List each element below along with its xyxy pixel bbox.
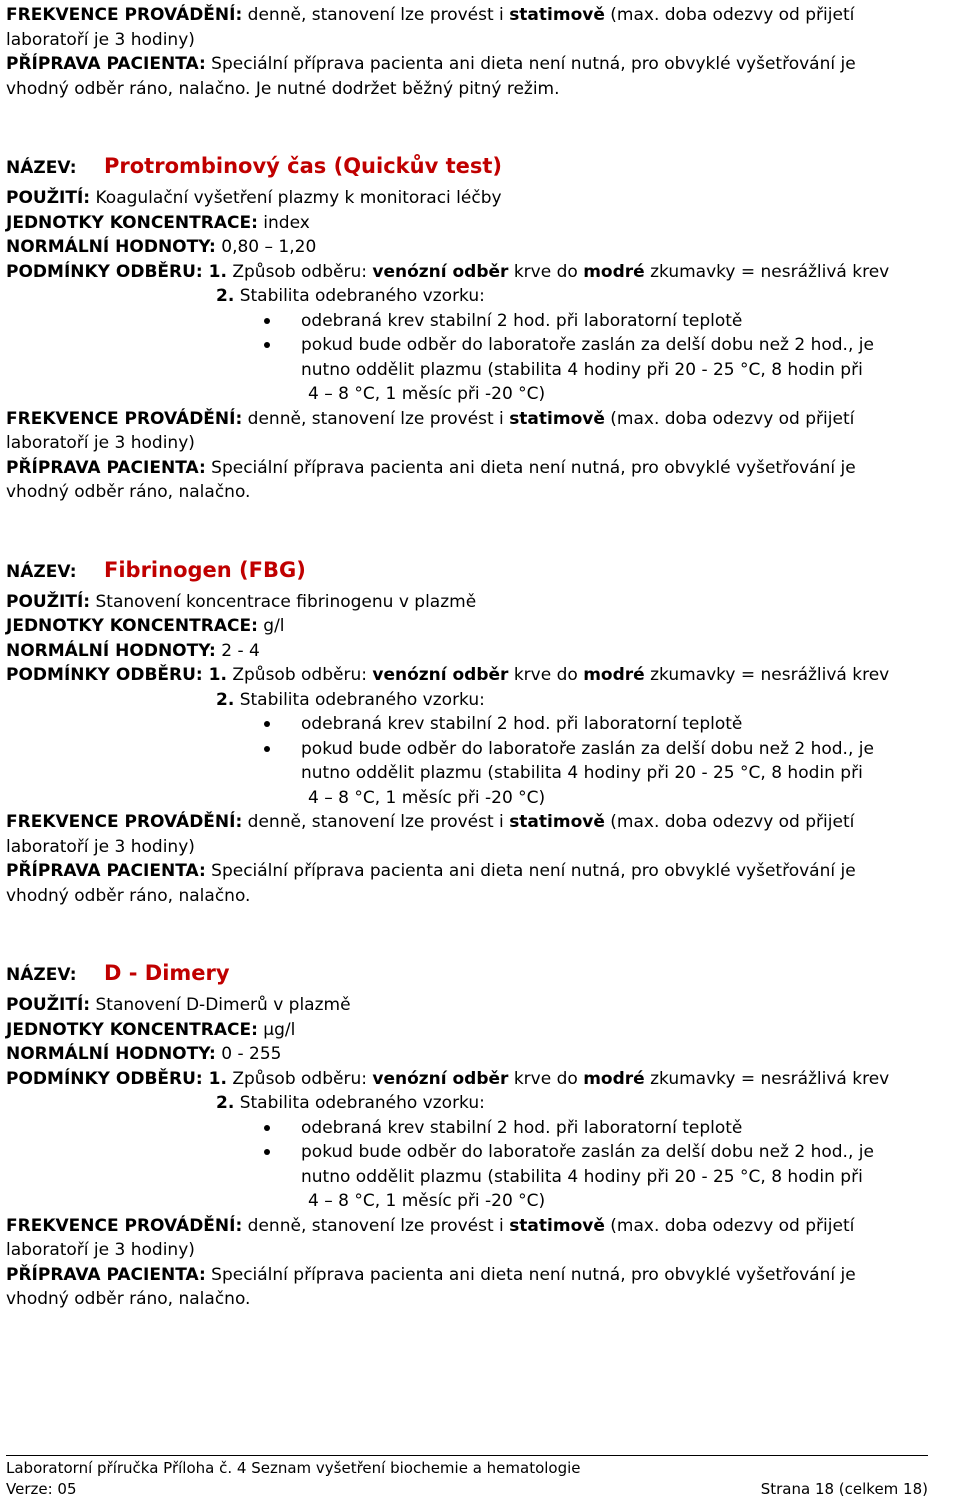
section-spacer [6, 101, 956, 152]
test-name-line [6, 556, 956, 586]
test-name-line [6, 959, 956, 989]
stability-text: Stabilita odebraného vzorku: [234, 689, 485, 710]
conditions-num-1: 1. [202, 1068, 227, 1089]
bullet-continuation: nutno oddělit plazmu (stabilita 4 hodiny při 20 - 25 °C, 8 hodin při [301, 359, 863, 380]
list-item [6, 309, 956, 334]
conditions-venous: venózní odběr [372, 261, 509, 282]
bullet-text: odebraná krev stabilní 2 hod. při laboratorní teplotě [301, 310, 743, 331]
bullet-continuation: nutno oddělit plazmu (stabilita 4 hodiny při 20 - 25 °C, 8 hodin při [301, 1166, 863, 1187]
stability-line [6, 688, 956, 713]
footer-page-number: Strana 18 (celkem 18) [760, 1480, 928, 1498]
use-label: POUŽITÍ: [6, 188, 91, 208]
frequency-label: FREKVENCE PROVÁDĚNÍ: [6, 408, 243, 429]
conditions-blue: modré [583, 1068, 645, 1089]
conditions-text: Způsob odběru: [226, 1068, 373, 1089]
preparation-line [6, 456, 956, 481]
conditions-label: PODMÍNKY ODBĚRU: [6, 1068, 203, 1089]
test-title: D - Dimery [104, 961, 230, 985]
preparation-text: Speciální příprava pacienta ani dieta není nutná, pro obvyklé vyšetřování je [205, 1264, 856, 1285]
normal-value: 0 - 255 [215, 1044, 282, 1064]
conditions-blue: modré [583, 261, 645, 282]
stability-line [6, 284, 956, 309]
units-label: JEDNOTKY KONCENTRACE: [6, 1019, 258, 1040]
units-label: JEDNOTKY KONCENTRACE: [6, 616, 258, 636]
use-text: Koagulační vyšetření plazmy k monitoraci léčby [90, 188, 502, 208]
frequency-text: denně, stanovení lze provést i [242, 1215, 510, 1236]
test-title: Protrombinový čas (Quickův test) [104, 154, 502, 178]
preparation-label: PŘÍPRAVA PACIENTA: [6, 1264, 206, 1285]
list-item [6, 712, 956, 737]
stability-list [6, 309, 956, 358]
stability-text: Stabilita odebraného vzorku: [234, 286, 485, 306]
conditions-line [6, 1067, 956, 1092]
use-line [6, 186, 956, 211]
frequency-line-2: laboratoří je 3 hodiny) [6, 29, 195, 50]
footer-divider [6, 1455, 928, 1456]
use-label: POUŽITÍ: [6, 591, 91, 612]
conditions-text-3: zkumavky = nesrážlivá krev [644, 1068, 890, 1089]
frequency-line-2: laboratoří je 3 hodiny) [6, 433, 195, 453]
normal-value: 2 - 4 [215, 640, 260, 661]
bullet-icon [264, 1125, 270, 1131]
bullet-text: pokud bude odběr do laboratoře zaslán za delší dobu než 2 hod., je [301, 738, 874, 759]
units-value: g/l [257, 616, 285, 636]
name-label: NÁZEV: [6, 561, 77, 582]
frequency-statim: statimově [509, 1215, 605, 1236]
normal-label: NORMÁLNÍ HODNOTY: [6, 1044, 216, 1064]
preparation-label: PŘÍPRAVA PACIENTA: [6, 861, 206, 881]
bullet-icon [264, 342, 270, 348]
list-item [6, 333, 956, 358]
bullet-continuation-2: 4 – 8 °C, 1 měsíc při -20 °C) [308, 384, 546, 404]
units-line [6, 211, 956, 236]
bullet-icon [264, 721, 270, 727]
footer-row-2 [6, 1479, 928, 1500]
preparation-line [6, 859, 956, 884]
normal-label: NORMÁLNÍ HODNOTY: [6, 640, 216, 661]
list-item [6, 1116, 956, 1141]
page-footer [6, 1455, 928, 1500]
conditions-text-3: zkumavky = nesrážlivá krev [644, 261, 890, 282]
frequency-label: FREKVENCE PROVÁDĚNÍ: [6, 5, 243, 25]
frequency-line-2: laboratoří je 3 hodiny) [6, 1240, 195, 1260]
preparation-line-2: vhodný odběr ráno, nalačno. [6, 482, 251, 502]
preparation-line-2: vhodný odběr ráno, nalačno. Je nutné dodržet běžný pitný režim. [6, 78, 560, 99]
bullet-icon [264, 318, 270, 324]
use-line [6, 590, 956, 615]
bullet-continuation-2: 4 – 8 °C, 1 měsíc při -20 °C) [308, 1191, 546, 1211]
normal-value: 0,80 – 1,20 [215, 237, 317, 257]
conditions-text-3: zkumavky = nesrážlivá krev [644, 665, 890, 685]
document-page [6, 3, 956, 1312]
frequency-text: denně, stanovení lze provést i [242, 812, 510, 832]
stability-line [6, 1091, 956, 1116]
normal-values-line [6, 639, 956, 664]
bullet-text: odebraná krev stabilní 2 hod. při laboratorní teplotě [301, 1117, 743, 1138]
preparation-line-2: vhodný odběr ráno, nalačno. [6, 885, 251, 906]
frequency-line [6, 810, 956, 835]
frequency-statim: statimově [509, 408, 605, 429]
normal-label: NORMÁLNÍ HODNOTY: [6, 237, 216, 257]
conditions-label: PODMÍNKY ODBĚRU: [6, 261, 203, 282]
use-text: Stanovení koncentrace fibrinogenu v plazmě [90, 591, 477, 612]
section-spacer [6, 505, 956, 556]
preparation-label: PŘÍPRAVA PACIENTA: [6, 54, 206, 74]
conditions-venous: venózní odběr [372, 665, 509, 685]
name-label: NÁZEV: [6, 965, 77, 985]
bullet-text: pokud bude odběr do laboratoře zaslán za delší dobu než 2 hod., je [301, 1142, 874, 1162]
frequency-line [6, 3, 956, 28]
bullet-icon [264, 1149, 270, 1155]
stability-text: Stabilita odebraného vzorku: [234, 1093, 485, 1113]
frequency-text: denně, stanovení lze provést i [242, 408, 510, 429]
conditions-venous: venózní odběr [372, 1068, 509, 1089]
units-value: µg/l [257, 1019, 296, 1040]
frequency-statim: statimově [509, 812, 605, 832]
bullet-text: odebraná krev stabilní 2 hod. při laboratorní teplotě [301, 714, 743, 734]
conditions-text-2: krve do [508, 1068, 584, 1089]
name-label: NÁZEV: [6, 158, 77, 178]
units-line [6, 1018, 956, 1043]
conditions-num-2: 2. [216, 689, 235, 710]
list-item [6, 737, 956, 762]
conditions-text: Způsob odběru: [226, 665, 373, 685]
frequency-text-end: (max. doba odezvy od přijetí [604, 408, 855, 429]
use-text: Stanovení D-Dimerů v plazmě [90, 995, 351, 1015]
conditions-num-2: 2. [216, 1093, 235, 1113]
units-line [6, 614, 956, 639]
bullet-icon [264, 746, 270, 752]
conditions-text: Způsob odběru: [226, 261, 373, 282]
frequency-label: FREKVENCE PROVÁDĚNÍ: [6, 1215, 243, 1236]
frequency-statim: statimově [509, 5, 605, 25]
preparation-text: Speciální příprava pacienta ani dieta není nutná, pro obvyklé vyšetřování je [205, 54, 856, 74]
use-line [6, 993, 956, 1018]
test-name-line [6, 152, 956, 182]
conditions-text-2: krve do [508, 665, 584, 685]
preparation-label: PŘÍPRAVA PACIENTA: [6, 457, 206, 478]
conditions-blue: modré [583, 665, 645, 685]
test-title: Fibrinogen (FBG) [104, 557, 306, 582]
conditions-line [6, 260, 956, 285]
bullet-text: pokud bude odběr do laboratoře zaslán za delší dobu než 2 hod., je [301, 335, 874, 355]
preparation-line [6, 52, 956, 77]
frequency-line [6, 1214, 956, 1239]
normal-values-line [6, 1042, 956, 1067]
preparation-text: Speciální příprava pacienta ani dieta není nutná, pro obvyklé vyšetřování je [205, 457, 856, 478]
frequency-text: denně, stanovení lze provést i [242, 5, 510, 25]
conditions-num-1: 1. [202, 665, 227, 685]
units-value: index [257, 212, 310, 233]
preparation-line-2: vhodný odběr ráno, nalačno. [6, 1289, 251, 1309]
conditions-label: PODMÍNKY ODBĚRU: [6, 665, 203, 685]
conditions-num-1: 1. [202, 261, 227, 282]
units-label: JEDNOTKY KONCENTRACE: [6, 212, 258, 233]
frequency-label: FREKVENCE PROVÁDĚNÍ: [6, 812, 243, 832]
frequency-text-end: (max. doba odezvy od přijetí [604, 1215, 855, 1236]
conditions-num-2: 2. [216, 286, 235, 306]
bullet-continuation: nutno oddělit plazmu (stabilita 4 hodiny při 20 - 25 °C, 8 hodin při [301, 763, 863, 783]
frequency-text-end: (max. doba odezvy od přijetí [604, 812, 855, 832]
stability-list [6, 1116, 956, 1165]
frequency-line [6, 407, 956, 432]
preparation-line [6, 1263, 956, 1288]
normal-values-line [6, 235, 956, 260]
footer-version: Verze: 05 [6, 1480, 77, 1498]
conditions-text-2: krve do [508, 261, 584, 282]
stability-list [6, 712, 956, 761]
bullet-continuation-2: 4 – 8 °C, 1 měsíc při -20 °C) [308, 787, 546, 808]
footer-document-title: Laboratorní příručka Příloha č. 4 Seznam vyšetření biochemie a hematologie [6, 1459, 581, 1477]
use-label: POUŽITÍ: [6, 995, 91, 1015]
frequency-line-2: laboratoří je 3 hodiny) [6, 836, 195, 857]
list-item [6, 1140, 956, 1165]
conditions-line [6, 663, 956, 688]
section-spacer [6, 908, 956, 959]
footer-row-1 [6, 1458, 928, 1479]
frequency-text-end: (max. doba odezvy od přijetí [604, 5, 855, 25]
preparation-text: Speciální příprava pacienta ani dieta není nutná, pro obvyklé vyšetřování je [205, 861, 856, 881]
